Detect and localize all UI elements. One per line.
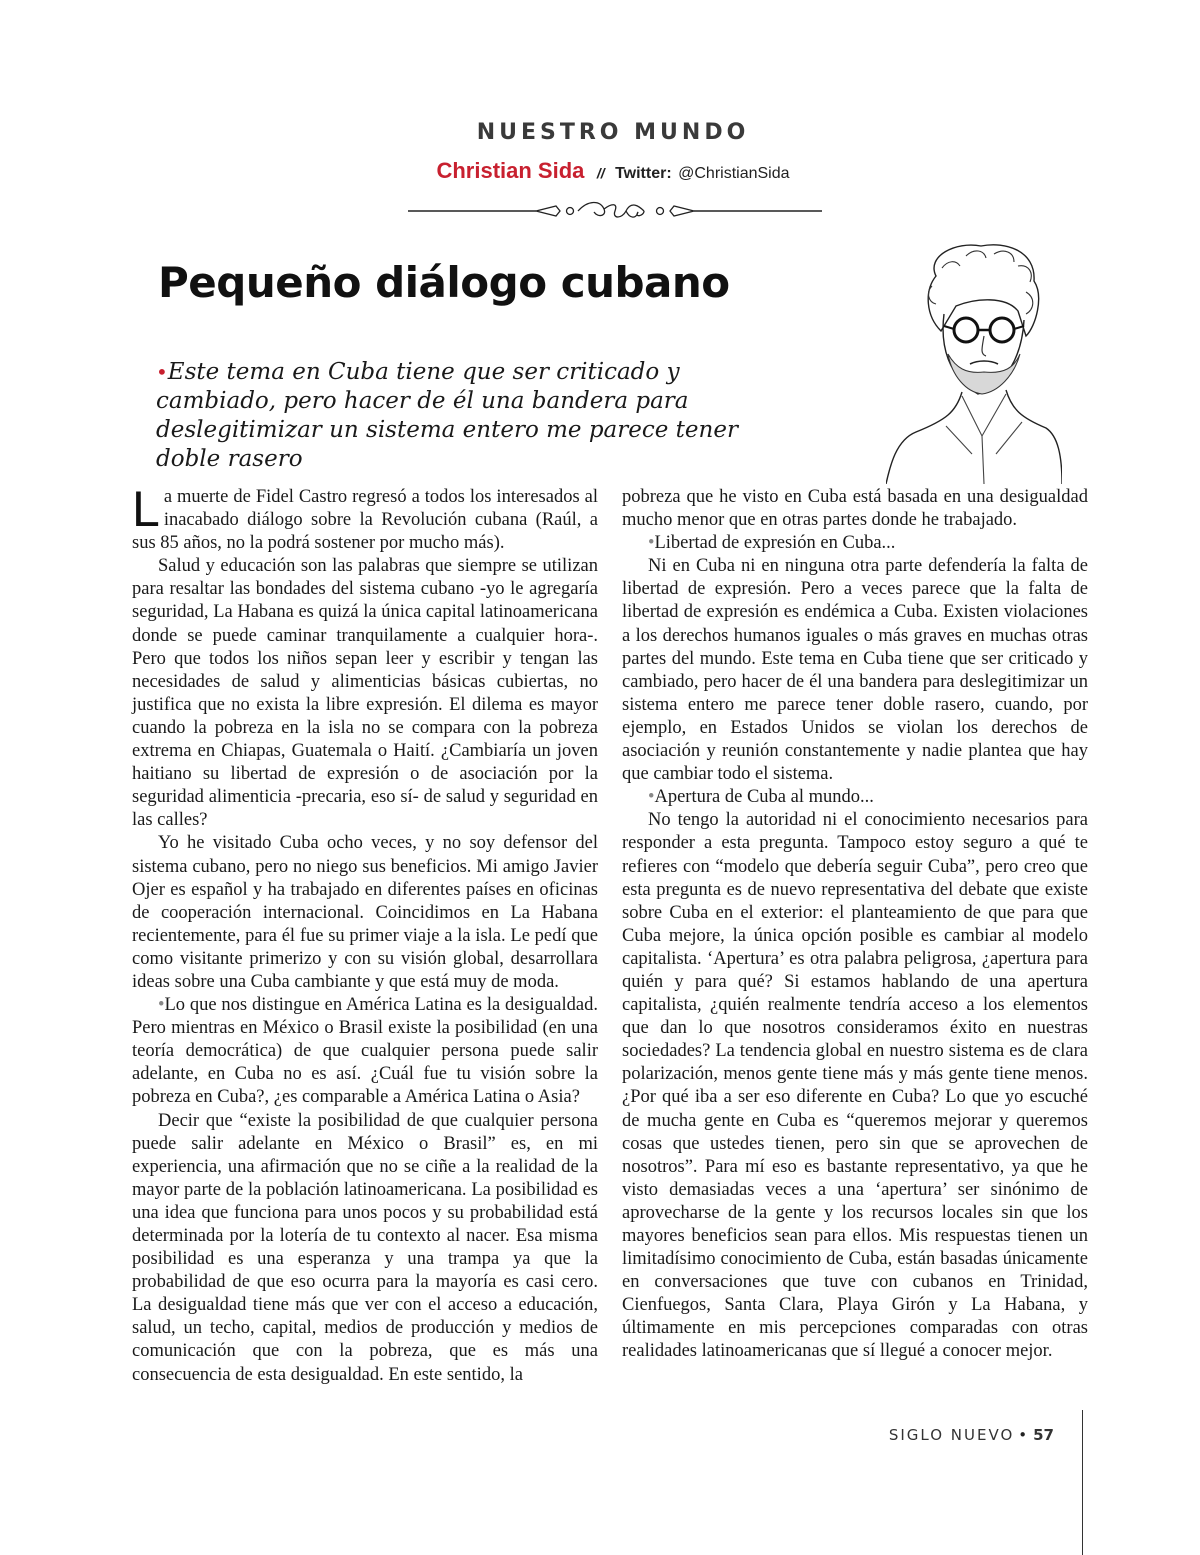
article-column-left: [132, 481, 598, 1387]
question-bullet: •: [158, 995, 165, 1016]
paragraph: Yo he visitado Cuba ocho veces, y no soy defensor del sistema cubano, pero no niego sus beneficios. Mi amigo Javier Ojer es español y ha trabajado en diferentes países en oficinas de cooperación internacional. Coincidimos en La Habana recientemente, para él fue su primer viaje a la isla. Le pedí que como visitante primerizo y con su visión global, desarrollara ideas sobre una Cuba cambiante y que está muy de moda.: [132, 833, 598, 992]
question-paragraph: •Libertad de expresión en Cuba...: [648, 533, 896, 554]
question-bullet: •: [648, 787, 655, 808]
footer-rule: [1082, 1410, 1083, 1555]
page-footer: [889, 1426, 1054, 1444]
byline-separator: //: [596, 165, 605, 181]
page-number: 57: [1033, 1426, 1054, 1444]
paragraph: pobreza que he visto en Cuba está basada en una desigualdad mucho menor que en otras partes donde he trabajado.: [622, 487, 1088, 531]
publication-name: SIGLO NUEVO: [888, 1426, 1015, 1444]
paragraph: La muerte de Fidel Castro regresó a todos los interesados al inacabado diálogo sobre la Revolución cubana (Raúl, a sus 85 años, no la podrá sostener por mucho más).: [132, 481, 598, 554]
footer-dot: •: [1018, 1426, 1030, 1444]
flourish-divider-icon: [408, 200, 822, 222]
twitter-label: Twitter:: [615, 165, 672, 182]
author-portrait-illustration: [886, 236, 1062, 484]
question-paragraph: •Lo que nos distingue en América Latina es la desigualdad. Pero mientras en México o Brasil existe la posibilidad (en una teoría democrática) de que cualquier persona puede salir adelante, en Cuba no es así. ¿Cuál fue tu visión sobre la pobreza en Cuba?, ¿es comparable a América Latina o Asia?: [132, 995, 598, 1108]
byline: [0, 158, 1200, 184]
question-paragraph: •Apertura de Cuba al mundo...: [648, 787, 874, 808]
deck-text: Este tema en Cuba tiene que ser criticado y cambiado, pero hacer de él una bandera para deslegitimizar un sistema entero me parece tener doble rasero: [156, 359, 738, 472]
drop-cap: L: [132, 481, 160, 537]
paragraph: Salud y educación son las palabras que siempre se utilizan para resaltar las bondades del sistema cubano -yo le agregaría seguridad, La Habana es quizá la única capital latinoamericana donde se puede caminar tranquilamente a cualquier hora-. Pero que todos los niños sepan leer y escribir y tengan las necesidades de salud y alimenticias básicas cubiertas, no justifica que no exista la libre expresión. El dilema es mayor cuando la pobreza en la isla no se compara con la pobreza extrema en Chiapas, Guatemala o Haití. ¿Cambiaría un joven haitiano su libertad de expresión o de asociación por la seguridad alimenticia -precaria, eso sí- de salud y seguridad en las calles?: [132, 556, 598, 831]
article-column-right: [622, 486, 1088, 1364]
paragraph: No tengo la autoridad ni el conocimiento necesarios para responder a esta pregunta. Tampoco estoy seguro a qué te refieres con “modelo que debería seguir Cuba”, pero creo que esta pregunta es de nuevo representativa del debate que existe sobre Cuba en el exterior: el planteamiento de que para que Cuba mejore, la única opción posible es cambiar al modelo capitalista. ‘Apertura’ es otra palabra peligrosa, ¿apertura para quién y para qué? Si estamos hablando de una apertura capitalista, ¿quién realmente tendría acceso a los elementos que dan lo que nosotros consideramos éxito en nuestras sociedades? La tendencia global en nuestro sistema es de clara polarización, menos gente tiene más y más gente tiene menos. ¿Por qué iba a ser eso diferente en Cuba? Lo que yo escuché de mucha gente en Cuba es “queremos mejorar y queremos cosas que ustedes tienen, pero sin que se aprovechen de nosotros”. Para mí eso es bastante representativo, ya que he visto demasiadas veces a una ‘apertura’ ser sinónimo de aprovecharse de la gente y los recursos locales sin que los mayores beneficios sean para ellos. Mis respuestas tienen un limitadísimo conocimiento de Cuba, están basadas únicamente en conversaciones que tuve con cubanos en Trinidad, Cienfuegos, Santa Clara, Playa Girón y La Habana, y últimamente en mis percepciones comparadas con otras realidades latinoamericanas que sí llegué a conocer mejor.: [622, 810, 1088, 1362]
deck-bullet: •: [156, 360, 168, 384]
twitter-handle[interactable]: @ChristianSida: [678, 165, 790, 182]
question-bullet: •: [648, 533, 655, 554]
article-title: Pequeño diálogo cubano: [158, 258, 730, 307]
author-name: Christian Sida: [436, 158, 585, 183]
section-title: NUESTRO MUNDO: [476, 120, 750, 145]
paragraph: Decir que “existe la posibilidad de que cualquier persona puede salir adelante en México o Brasil” es, en mi experiencia, una afirmación que no se ciñe a la realidad de la mayor parte de la población latinoamericana. La posibilidad es una idea que funciona para unos pocos y su probabilidad está determinada por la lotería de tu contexto al nacer. Esa misma posibilidad es una esperanza y una trampa ya que la probabilidad de que eso ocurra para la mayoría es casi cero. La desigualdad tiene más que ver con el acceso a educación, salud, un techo, capital, medios de producción y medios de comunicación que con la pobreza, que es más una consecuencia de esta desigualdad. En este sentido, la: [132, 1110, 598, 1385]
paragraph: Ni en Cuba ni en ninguna otra parte defendería la falta de libertad de expresión. Pero a veces parece que la falta de libertad de expresión es endémica a Cuba. Existen violaciones a los derechos humanos iguales o más graves en muchas otras partes del mundo. Este tema en Cuba tiene que ser criticado y cambiado, pero hacer de él una bandera para deslegitimizar un sistema entero me parece tener doble rasero, cuando, por ejemplo, en Estados Unidos se violan los derechos de asociación y reunión constantemente y nadie plantea que hay que cambiar todo el sistema.: [622, 556, 1088, 785]
article-deck: [156, 358, 796, 474]
